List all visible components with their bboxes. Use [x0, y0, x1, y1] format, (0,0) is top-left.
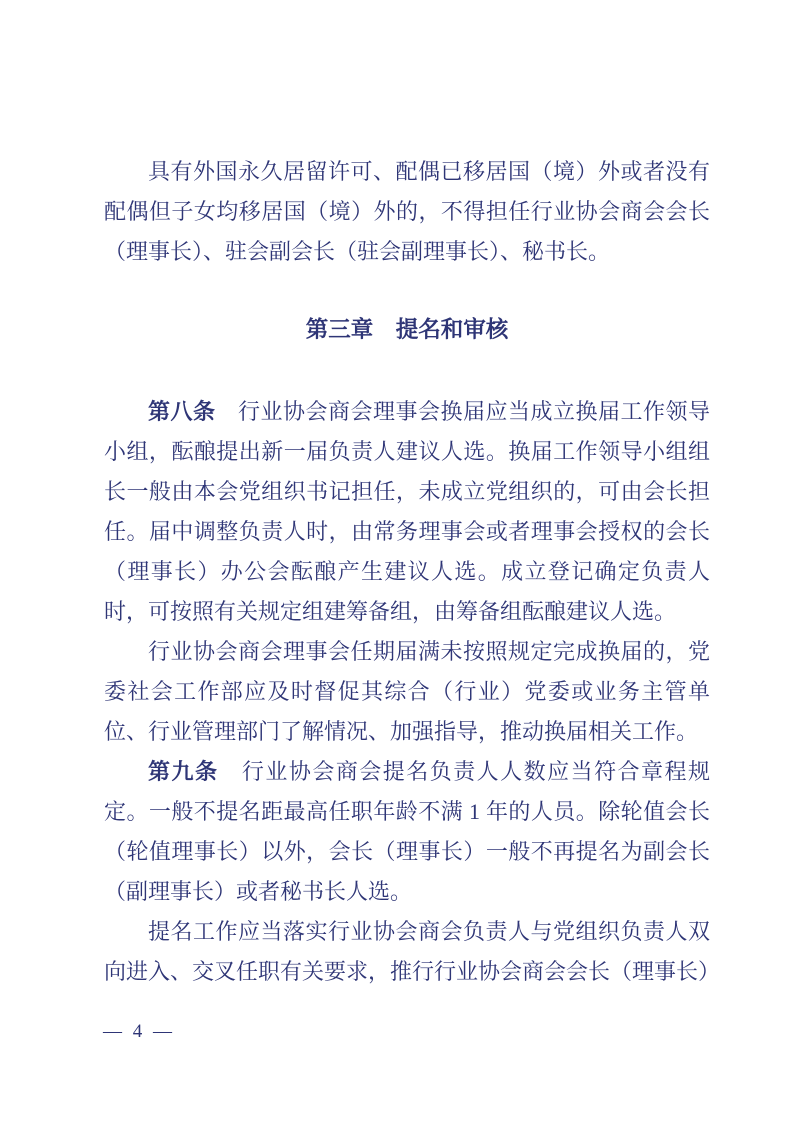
paragraph: 第八条 行业协会商会理事会换届应当成立换届工作领导小组，酝酿提出新一届负责人建议人选。换届工作领导小组组长一般由本会党组织书记担任，未成立党组织的，可由会长担任。届中调整负责人时，由常务理事会或者理事会授权的会长（理事长）办公会酝酿产生建议人选。成立登记确定负责人时，可按照有关规定组建筹备组，由筹备组酝酿建议人选。	[104, 399, 710, 624]
paragraph: 具有外国永久居留许可、配偶已移居国（境）外或者没有配偶但子女均移居国（境）外的，不得担任行业协会商会会长（理事长）、驻会副会长（驻会副理事长）、秘书长。	[104, 159, 710, 264]
article-number: 第九条	[148, 759, 219, 784]
chapter-heading: 第三章 提名和审核	[305, 317, 509, 342]
paragraph: 第九条 行业协会商会提名负责人人数应当符合章程规定。一般不提名距最高任职年龄不满 1 年的人员。除轮值会长（轮值理事长）以外，会长（理事长）一般不再提名为副会长（副理事长）或者秘书长人选。	[104, 759, 710, 904]
document-body	[104, 152, 721, 992]
page-number: — 4 —	[103, 1021, 175, 1042]
article-number: 第八条	[148, 399, 216, 424]
paragraph: 行业协会商会理事会任期届满未按照规定完成换届的，党委社会工作部应及时督促其综合（行业）党委或业务主管单位、行业管理部门了解情况、加强指导，推动换届相关工作。	[104, 639, 710, 744]
paragraph: 提名工作应当落实行业协会商会负责人与党组织负责人双向进入、交叉任职有关要求，推行行业协会商会会长（理事长）	[104, 919, 721, 984]
